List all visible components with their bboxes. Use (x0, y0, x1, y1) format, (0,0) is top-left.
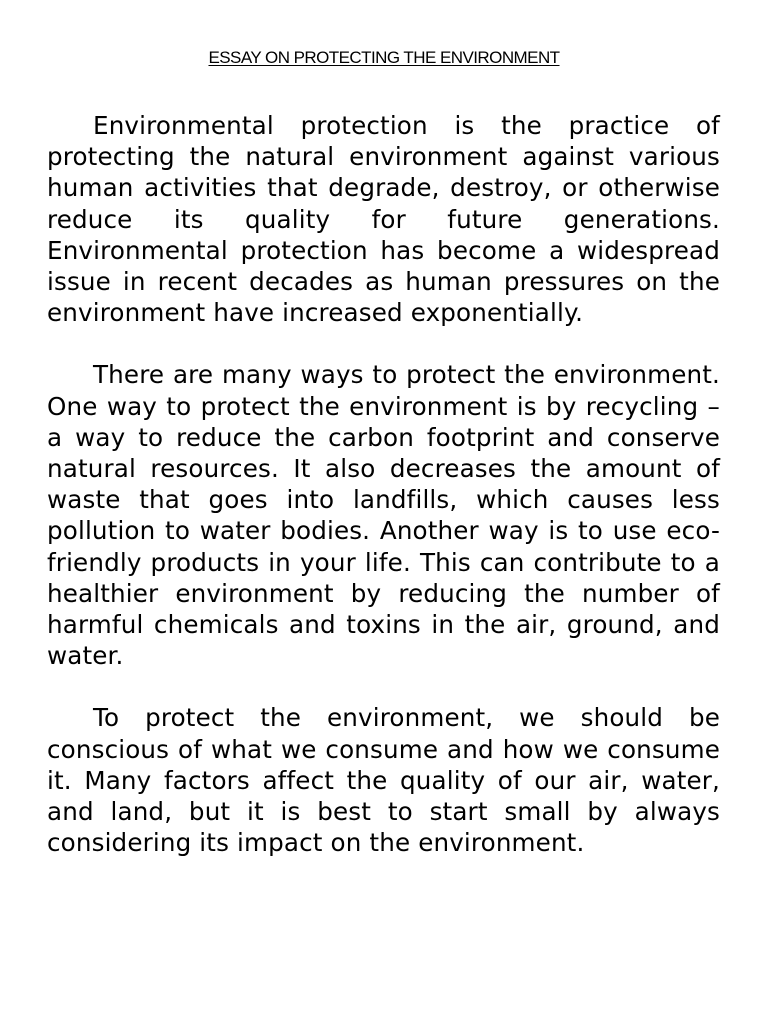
essay-title: ESSAY ON PROTECTING THE ENVIRONMENT (208, 48, 560, 67)
paragraph-1: Environmental protection is the practice of protecting the natural environment against various human activities that degrade, destroy, or otherwise reduce its quality for future generations. Environmental protection has become a widespread issue in recent decades as human pressures on the environment have increased exponentially. (47, 111, 720, 328)
paragraph-3: To protect the environment, we should be conscious of what we consume and how we consume it. Many factors affect the quality of our air, water, and land, but it is best to start small by always considering its impact on the environment. (47, 703, 720, 858)
essay-body (47, 110, 720, 889)
paragraph-2: There are many ways to protect the environment. One way to protect the environment is by recycling – a way to reduce the carbon footprint and conserve natural resources. It also decreases the amount of waste that goes into landfills, which causes less pollution to water bodies. Another way is to use eco-friendly products in your life. This can contribute to a healthier environment by reducing the number of harmful chemicals and toxins in the air, ground, and water. (47, 360, 720, 671)
